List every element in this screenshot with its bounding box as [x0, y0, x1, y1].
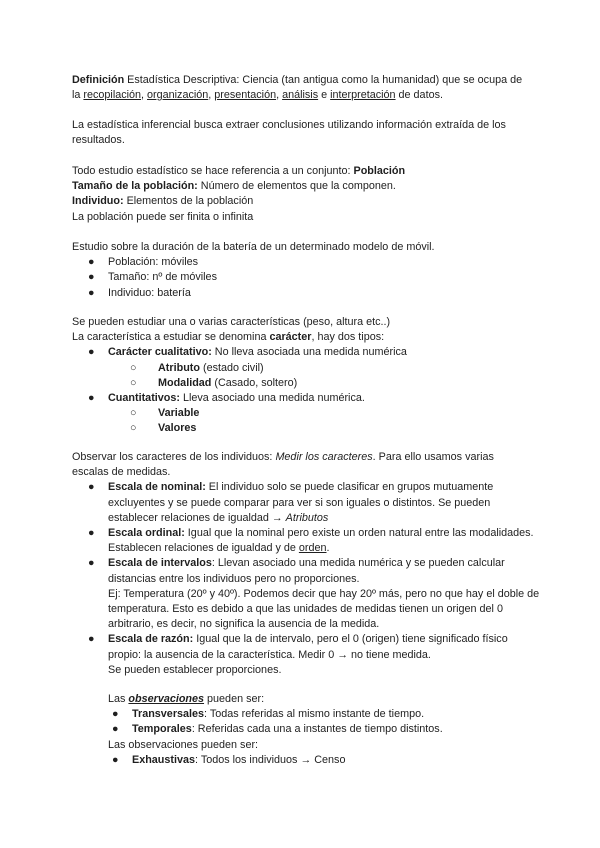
observations-term: observaciones: [128, 693, 205, 705]
bullet-icon: ●: [88, 392, 95, 405]
temporal-term: Temporales: [132, 723, 192, 736]
list-item: [72, 255, 532, 270]
list-item: [72, 286, 532, 301]
variable-term: Variable: [158, 407, 200, 420]
bullet-icon: ●: [88, 527, 95, 540]
term-presentacion: presentación: [214, 89, 277, 102]
attributes-term: Atributos: [285, 511, 329, 524]
list-item: [72, 632, 542, 678]
observations-text: Las: [108, 693, 129, 705]
bullet-icon: ●: [112, 723, 119, 736]
example-list: [72, 255, 532, 301]
observations-text-end: pueden ser:: [204, 693, 265, 705]
bullet-icon: ●: [88, 286, 95, 299]
ordinal-text: Igual que la nominal pero existe un orden natural entre las modalidades. Establecen relaciones de igualdad y de: [108, 527, 534, 555]
qualitative-text: No lleva asociada una medida numérica: [211, 346, 407, 359]
scales-intro-text: Observar los caracteres de los individuos:: [72, 451, 276, 463]
ratio-proportions: Se pueden establecer proporciones.: [108, 663, 282, 676]
individual-text: Elementos de la población: [123, 195, 254, 208]
nominal-text: El individuo solo se puede clasificar en grupos mutuamente excluyentes y se puede comparar para ver si son iguales o distintos. Se pueden establecer relaciones de igualdad →: [108, 481, 494, 524]
bullet-icon: ●: [88, 271, 95, 284]
population-line: [72, 164, 532, 179]
bullet-icon: ●: [88, 346, 95, 359]
scales-intro: [72, 450, 532, 480]
modality-term: Modalidad: [158, 376, 212, 389]
sep: ,: [208, 89, 215, 102]
transversal-text: : Todas referidas al mismo instante de tiempo.: [204, 708, 425, 721]
qualitative-term: Carácter cualitativo:: [108, 346, 212, 359]
term-organizacion: organización: [147, 89, 209, 102]
list-item: [72, 270, 532, 285]
ratio-term: Escala de razón:: [108, 633, 194, 646]
scales-intro-end: . Para ello usamos varias escalas de medidas.: [72, 451, 494, 479]
list-item: [72, 480, 542, 526]
ordinal-end: .: [326, 542, 330, 555]
bullet-icon: ●: [112, 708, 119, 721]
interval-example: Ej: Temperatura (20º y 40º). Podemos decir que hay 20º más, pero no que hay el doble de temperatura. Esto es debido a que las unidades de medidas tienen un origen del 0 arbitrario, es decir, no significa la ausencia de la medida.: [108, 587, 540, 631]
character-text-end: , hay dos tipos:: [311, 331, 385, 344]
scales-list: [72, 480, 542, 678]
exhaustive-term: Exhaustivas: [132, 753, 196, 766]
ordinal-term: Escala ordinal:: [108, 527, 185, 540]
list-item: [72, 345, 532, 360]
order-term: orden: [298, 542, 327, 555]
bullet-icon: ●: [88, 481, 95, 494]
list-item: [72, 722, 532, 737]
list-item: [72, 376, 532, 391]
circle-bullet-icon: ○: [130, 376, 137, 389]
size-text: Número de elementos que la componen.: [197, 180, 396, 193]
individual-term: Individuo:: [72, 195, 124, 208]
bullet-icon: ●: [88, 256, 95, 269]
list-item: [72, 556, 542, 632]
example-block: [72, 240, 532, 301]
modality-text: (Casado, soltero): [211, 376, 298, 389]
list-item: [72, 391, 532, 406]
sep: ,: [276, 89, 283, 102]
interval-term: Escala de intervalos: [108, 557, 212, 570]
size-term: Tamaño de la población:: [72, 180, 198, 193]
exhaustive-text: : Todos los individuos → Censo: [195, 753, 346, 766]
list-item: [72, 406, 532, 421]
transversal-term: Transversales: [132, 708, 205, 721]
circle-bullet-icon: ○: [130, 361, 137, 374]
population-term: Población: [353, 165, 406, 177]
characteristics-line: Se pueden estudiar una o varias características (peso, altura etc..): [72, 316, 391, 328]
attribute-term: Atributo: [158, 361, 200, 374]
list-item: [72, 707, 532, 722]
list-item-text: Tamaño: nº de móviles: [108, 271, 217, 284]
values-term: Valores: [158, 422, 197, 435]
bullet-icon: ●: [88, 557, 95, 570]
list-item-text: Población: móviles: [108, 256, 199, 269]
bullet-icon: ●: [88, 633, 95, 646]
term-analisis: análisis: [282, 89, 319, 102]
observations-block: [72, 692, 532, 768]
individual-line: [72, 194, 532, 209]
sep: ,: [141, 89, 148, 102]
circle-bullet-icon: ○: [130, 407, 137, 420]
list-item: [72, 753, 532, 768]
population-text: Todo estudio estadístico se hace referencia a un conjunto:: [72, 165, 354, 177]
sep: de datos.: [395, 89, 443, 102]
nominal-term: Escala de nominal:: [108, 481, 206, 494]
list-item: [72, 361, 532, 376]
observation-types-list-2: [72, 753, 532, 768]
list-item-text: Individuo: batería: [108, 286, 191, 299]
bullet-icon: ●: [112, 753, 119, 766]
quantitative-term: Cuantitativos:: [108, 392, 180, 405]
finite-line: La población puede ser finita o infinita: [72, 210, 254, 223]
quantitative-text: Lleva asociado una medida numérica.: [179, 392, 365, 405]
measure-phrase: Medir los caracteres: [275, 451, 373, 463]
sep: e: [318, 89, 331, 102]
definition-label: Definición: [72, 74, 125, 86]
ratio-text: Igual que la de intervalo, pero el 0 (origen) tiene significado físico propio: la ausencia de la característica. Medir 0 → no tiene medida.: [108, 633, 508, 661]
attribute-text: (estado civil): [199, 361, 264, 374]
characteristics-block: [72, 315, 532, 437]
circle-bullet-icon: ○: [130, 422, 137, 435]
character-line: [72, 330, 532, 345]
list-item: [72, 421, 532, 436]
observation-types-list: [72, 707, 532, 737]
inferential-paragraph: La estadística inferencial busca extraer conclusiones utilizando información extraída de los resultados.: [72, 119, 506, 147]
definition-paragraph: [72, 73, 532, 103]
size-line: [72, 179, 532, 194]
character-text: La característica a estudiar se denomina: [72, 331, 270, 344]
character-types-list: [72, 345, 532, 436]
character-term: carácter: [269, 331, 312, 344]
scales-block: [72, 450, 540, 678]
population-block: [72, 164, 532, 225]
observations-line-2: Las observaciones pueden ser:: [108, 738, 259, 751]
list-item: [72, 526, 542, 556]
definition-text: Estadística Descriptiva: Ciencia (tan antigua como la humanidad) que se ocupa de la: [72, 74, 523, 102]
term-recopilacion: recopilación: [83, 89, 142, 102]
term-interpretacion: interpretación: [330, 89, 396, 102]
temporal-text: : Referidas cada una a instantes de tiempo distintos.: [191, 723, 443, 736]
example-intro: Estudio sobre la duración de la batería de un determinado modelo de móvil.: [72, 241, 435, 253]
observations-line: [72, 692, 532, 707]
interval-text: : Llevan asociado una medida numérica y se pueden calcular distancias entre los individuos pero no proporciones.: [108, 557, 505, 585]
